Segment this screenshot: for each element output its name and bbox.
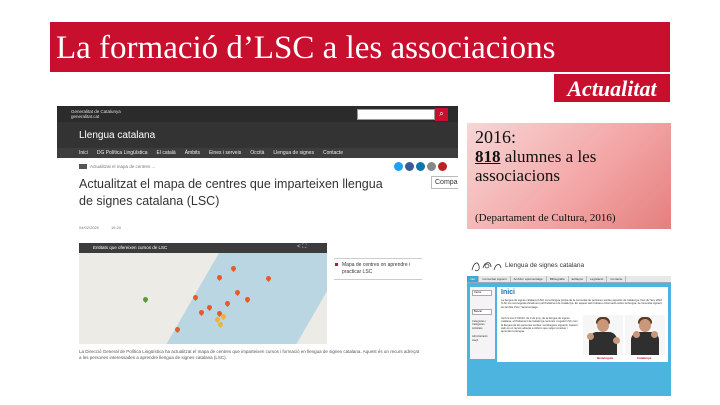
lsc-nav [467,276,671,283]
nav-item-eines[interactable]: Eines i serveis [208,150,242,156]
nav-item-contacte[interactable]: Contacte [322,150,343,156]
twitter-icon[interactable] [394,162,403,171]
lsc-extra-value[interactable]: Llaçó [472,339,479,342]
gencat-topbar [57,106,458,122]
lsc-nav-inici[interactable]: Inici [467,276,479,282]
lsc-nav-enllacos[interactable]: Enllaços [569,276,587,282]
nav-item-ambits[interactable]: Àmbits [184,150,200,156]
website-screenshot-llengua-catalana [57,106,458,368]
stat-source: (Departament de Cultura, 2016) [475,212,616,224]
lsc-extra-label: Administració [472,335,488,338]
lsc-left-column [470,287,495,359]
main-nav [57,148,458,158]
stat-line: 818 alumnes a les [475,147,597,166]
lsc-search-input[interactable]: Cerca [472,290,492,296]
article-caption: La Direcció General de Política Lingüística ha actualitzat el mapa de centres que imparteixen cursos i formació en llengua de signes catalana. Aquest és un recurs adreçat a les persones interessades a aprendre llengua de signes catalana (LSC). [79,349,419,360]
hands-logo-icon[interactable] [469,258,507,274]
signer-label: Catalunya [637,356,652,360]
lsc-nav-comunitat[interactable]: Comunitat signant [479,276,510,282]
nav-item-inici[interactable]: Inici [79,150,88,156]
article-heading: Actualitzat el mapa de centres que imparteixen llengua de signes catalana (LSC) [79,177,383,208]
search-input[interactable] [357,109,435,120]
nav-item-llengua-signes[interactable]: Llengua de signes [273,150,314,156]
fullscreen-icon[interactable]: < ⛶ [297,244,307,250]
embedded-map[interactable] [79,243,327,344]
lsc-nav-bibliografia[interactable]: Bibliografia [547,276,569,282]
bullet-icon [335,263,338,266]
slide-subtitle: Actualitat [552,72,670,102]
lsc-intro-text: La llengua de signes catalana (LSC) és la llengua pròpia de la comunitat de persones sordes signants de Catalunya. Des de l'any 2010 l'LSC és reconeguda oficialment pel Parlament de Catalunya. En aquest web trobareu informació sobre la llengua, la comunitat signant, els àmbits d'ús i l'aprenentatge. [501,299,663,309]
social-share-icons [394,162,447,171]
lsc-nav-legislacio[interactable]: Legislació [587,276,607,282]
breadcrumb: Actualitzat el mapa de centres ... [79,164,155,169]
stat-line-associacions: associacions [475,166,560,185]
signer-photo [625,315,665,355]
sidebar-link-map[interactable]: Mapa de centres on aprendre i practicar LSC [334,258,422,280]
email-icon[interactable] [427,162,436,171]
signer-photo [583,315,623,355]
site-header [57,122,458,148]
website-screenshot-lsc [467,246,671,396]
lsc-search-button[interactable]: Buscar [472,309,492,315]
stat-box [467,123,671,229]
linkedin-icon[interactable] [416,162,425,171]
slide-title: La formació d’LSC a les associacions [56,30,556,66]
lsc-categories-value[interactable]: Activitats [472,327,483,330]
signer-label: Benvinguts [597,356,614,360]
stat-year: 2016: [475,127,517,147]
lsc-body [467,283,671,396]
lsc-body-text: Amb la Llei 17/2010, de 3 de juny, de la llengua de signes catalana, el Parlament de Catalunya reconeix i regula l'LSC com la llengua de les persones sordes i sordcegues signants. Aquest web és un recurs adreçat a tothom que vulgui conèixer i aprendre la llengua. [501,317,578,334]
nav-item-el-catala[interactable]: El català [156,150,176,156]
nav-item-dg-politica[interactable]: DG Política Lingüística [96,150,148,156]
lsc-site-title[interactable]: Llengua de signes catalana [505,262,585,269]
lsc-main-content [497,287,668,362]
map-title: Entitats que ofereixen cursos de LSC [93,245,168,250]
print-icon[interactable] [438,162,447,171]
lsc-heading: Inici [501,289,516,296]
article-date: 04/02/2020 15:20 [79,225,122,230]
gencat-logo[interactable]: Generalitat de Catalunya generalitat.cat [71,109,121,119]
home-icon[interactable] [79,164,87,169]
site-name[interactable]: Llengua catalana [79,130,156,141]
lsc-nav-contacte[interactable]: Contacte [607,276,626,282]
lsc-nav-ambits[interactable]: Ambits i aprenentatge [511,276,547,282]
stat-number: 818 [475,147,501,166]
share-button[interactable]: Compa [431,176,458,189]
nav-item-occita[interactable]: Occità [250,150,265,156]
lsc-categories-label: Categories / Categories [472,320,486,326]
facebook-icon[interactable] [405,162,414,171]
slide-title-banner [50,22,670,72]
search-icon[interactable]: ⌕ [435,108,448,121]
map-toolbar [79,243,327,253]
